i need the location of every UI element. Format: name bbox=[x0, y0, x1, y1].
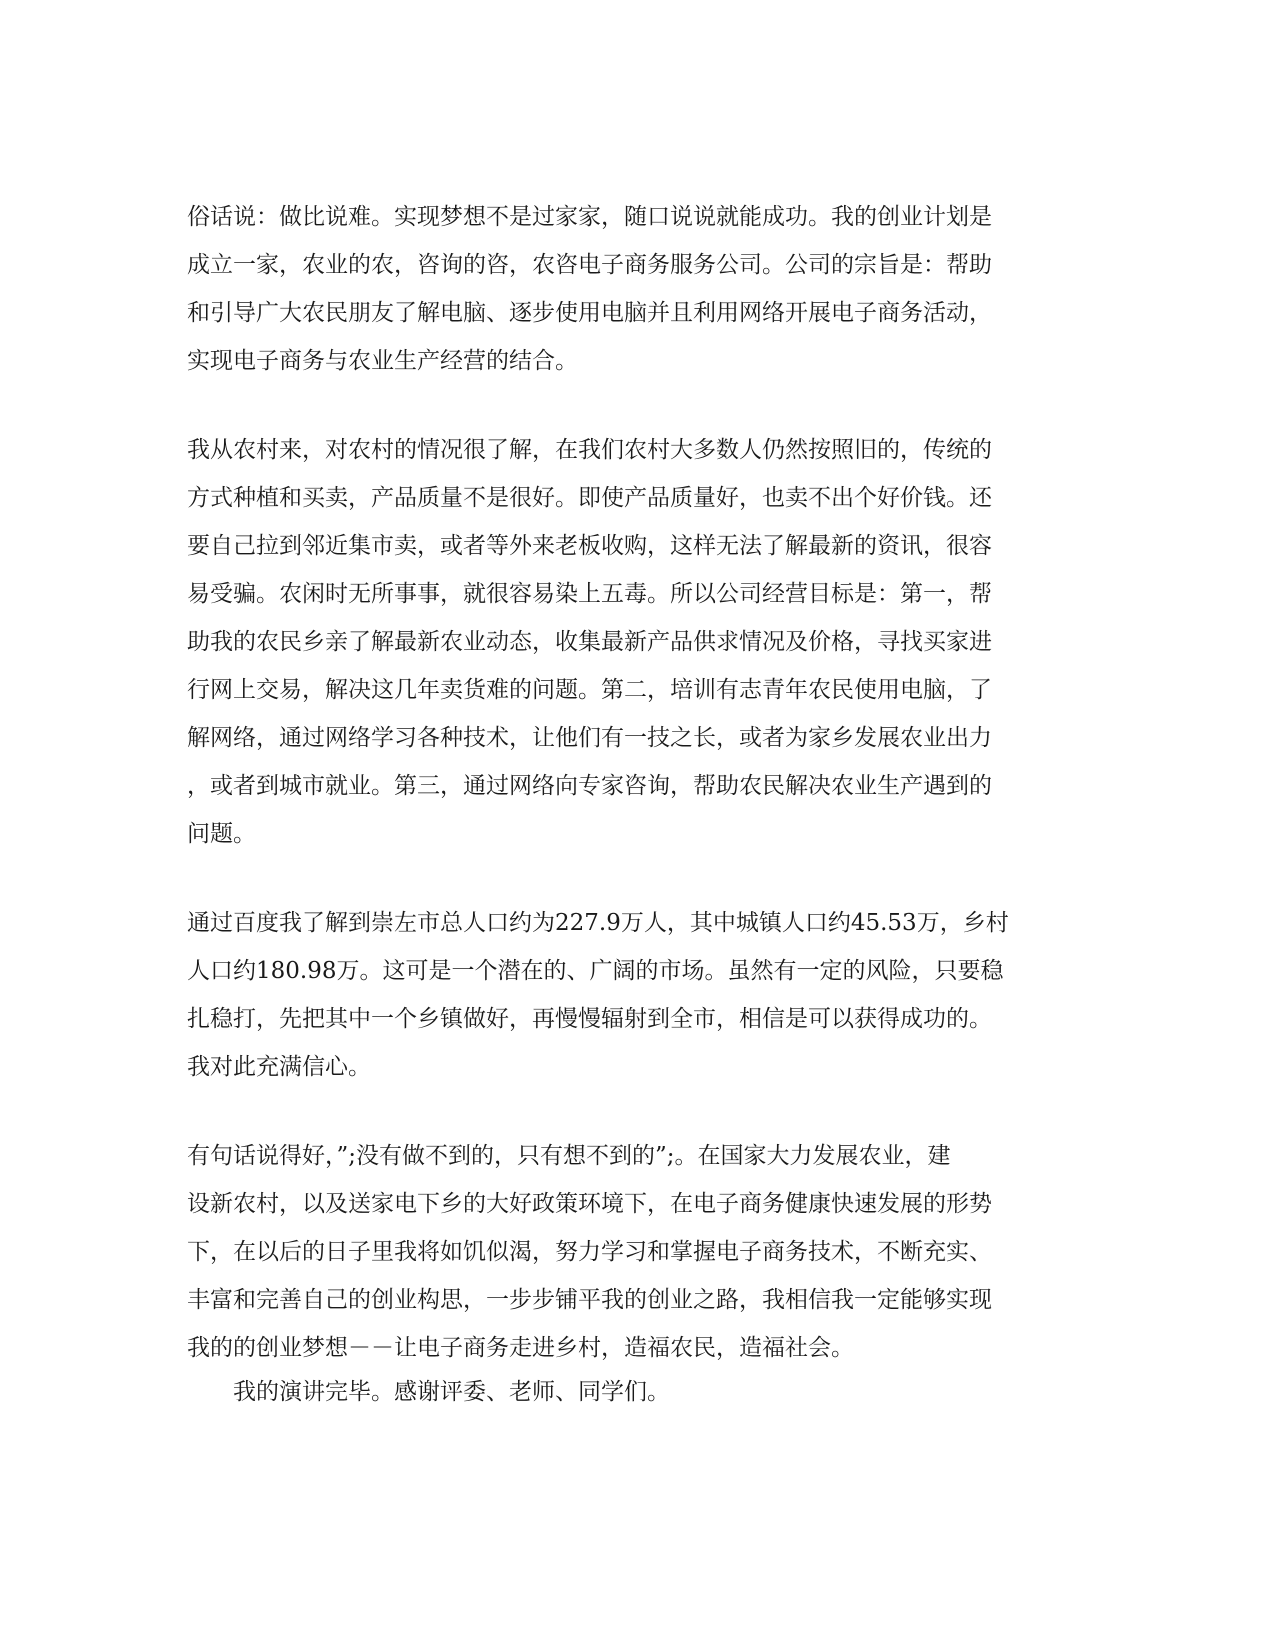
text-line: 解网络，通过网络学习各种技术，让他们有一技之长，或者为家乡发展农业出力 bbox=[187, 725, 992, 751]
text-line: 助我的农民乡亲了解最新农业动态，收集最新产品供求情况及价格，寻找买家进 bbox=[187, 629, 992, 655]
text-line: 问题。 bbox=[187, 821, 256, 847]
text-line: 设新农村，以及送家电下乡的大好政策环境下，在电子商务健康快速发展的形势 bbox=[187, 1191, 992, 1217]
text-line: 人口约180.98万。这可是一个潜在的、广阔的市场。虽然有一定的风险，只要稳 bbox=[187, 958, 1004, 984]
text-line: 下，在以后的日子里我将如饥似渴，努力学习和掌握电子商务技术，不断充实、 bbox=[187, 1239, 992, 1265]
text-line: 实现电子商务与农业生产经营的结合。 bbox=[187, 348, 578, 374]
text-line: 方式种植和买卖，产品质量不是很好。即使产品质量好，也卖不出个好价钱。还 bbox=[187, 485, 992, 511]
closing-line: 我的演讲完毕。感谢评委、老师、同学们。 bbox=[233, 1379, 670, 1405]
text-line: 成立一家，农业的农，咨询的咨，农咨电子商务服务公司。公司的宗旨是：帮助 bbox=[187, 252, 992, 278]
text-line: 和引导广大农民朋友了解电脑、逐步使用电脑并且利用网络开展电子商务活动， bbox=[187, 300, 992, 326]
text-line: 扎稳打，先把其中一个乡镇做好，再慢慢辐射到全市，相信是可以获得成功的。 bbox=[187, 1006, 992, 1032]
text-line: 要自己拉到邻近集市卖，或者等外来老板收购，这样无法了解最新的资讯，很容 bbox=[187, 533, 992, 559]
text-line: 俗话说：做比说难。实现梦想不是过家家，随口说说就能成功。我的创业计划是 bbox=[187, 204, 992, 230]
text-line: 通过百度我了解到崇左市总人口约为227.9万人，其中城镇人口约45.53万，乡村 bbox=[187, 910, 1009, 936]
text-line: ，或者到城市就业。第三，通过网络向专家咨询，帮助农民解决农业生产遇到的 bbox=[187, 773, 992, 799]
text-line: 行网上交易，解决这几年卖货难的问题。第二，培训有志青年农民使用电脑，了 bbox=[187, 677, 992, 703]
text-line: 我从农村来，对农村的情况很了解，在我们农村大多数人仍然按照旧的，传统的 bbox=[187, 437, 992, 463]
text-line: 丰富和完善自己的创业构思，一步步铺平我的创业之路，我相信我一定能够实现 bbox=[187, 1287, 992, 1313]
text-line: 我的的创业梦想－－让电子商务走进乡村，造福农民，造福社会。 bbox=[187, 1335, 854, 1361]
text-line: 有句话说得好，”;没有做不到的，只有想不到的”;。在国家大力发展农业，建 bbox=[187, 1143, 951, 1169]
text-line: 易受骗。农闲时无所事事，就很容易染上五毒。所以公司经营目标是：第一，帮 bbox=[187, 581, 992, 607]
text-line: 我对此充满信心。 bbox=[187, 1054, 371, 1080]
